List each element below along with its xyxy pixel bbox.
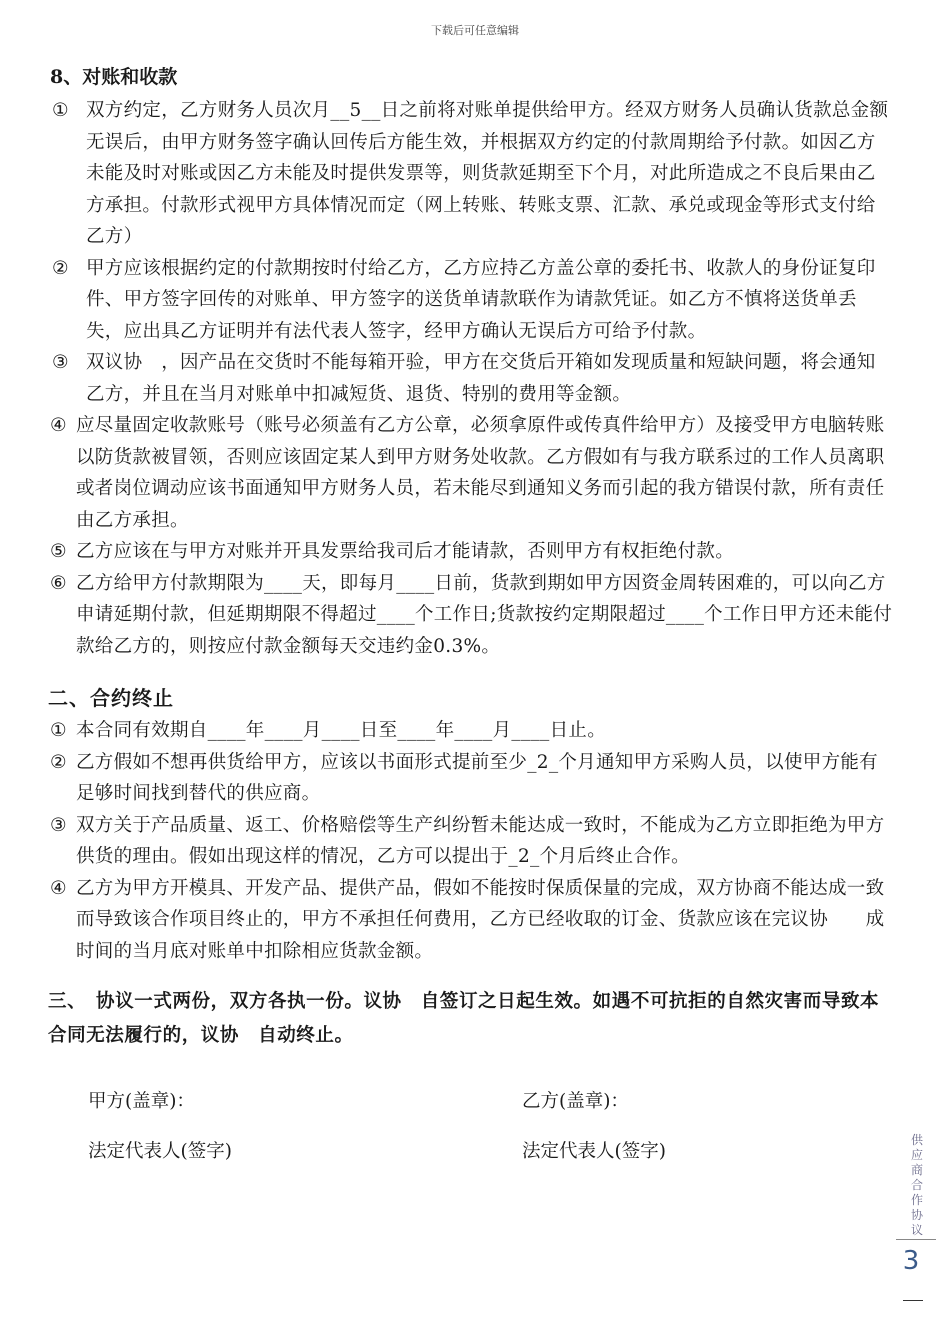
list-item — [48, 536, 893, 568]
list-item — [48, 873, 893, 968]
party-a-seal: 甲方(盖章)： — [88, 1091, 195, 1112]
item-text: 双方关于产品质量、返工、价格赔偿等生产纠纷暂未能达成一致时，不能成为乙方立即拒绝为甲方供货的理由。假如出现这样的情况，乙方可以提出于_2_个月后终止合作。 — [76, 814, 885, 867]
item-number: ⑤ — [50, 541, 67, 562]
seal-row — [48, 1073, 893, 1123]
document-body — [48, 62, 893, 1173]
sidebar-divider — [896, 1239, 936, 1240]
list-item — [48, 95, 893, 253]
list-item — [48, 347, 893, 410]
item-number: ③ — [52, 352, 69, 373]
party-b-representative: 法定代表人(签字) — [522, 1141, 666, 1162]
item-number: ② — [50, 751, 67, 773]
item-text: 乙方给甲方付款期限为____天，即每月____日前，货款到期如甲方因资金周转困难的，可以向乙方申请延期付款，但延期期限不得超过____个工作日;货款按约定期限超过____个工作日甲方还未能付款给乙方的，则按应付款金额每天交违约金0.3%。 — [76, 572, 893, 657]
item-number: ② — [52, 257, 69, 279]
item-text: 双议协 ，因产品在交货时不能每箱开验，甲方在交货后开箱如发现质量和短缺问题，将会通知乙方，并且在当月对账单中扣减短货、退货、特别的费用等金额。 — [86, 352, 876, 405]
section-2-title: 二、合约终止 — [48, 686, 174, 710]
item-number: ① — [52, 100, 69, 121]
item-text: 甲方应该根据约定的付款期按时付给乙方，乙方应持乙方盖公章的委托书、收款人的身份证复印件、甲方签字回传的对账单、甲方签字的送货单请款联作为请款凭证。如乙方不慎将送货单丢失，应出具乙方证明并有法代表人签字，经甲方确认无误后方可给予付款。 — [86, 257, 876, 342]
list-item — [48, 810, 893, 873]
party-a-representative: 法定代表人(签字) — [88, 1141, 232, 1162]
item-number: ⑥ — [50, 572, 67, 594]
representative-row — [48, 1123, 893, 1173]
item-text: 本合同有效期自____年____月____日至____年____月____日止。 — [76, 720, 607, 741]
sidebar-divider-bottom — [903, 1300, 923, 1301]
item-number: ① — [50, 720, 67, 741]
item-text: 乙方应该在与甲方对账并开具发票给我司后才能请款，否则甲方有权拒绝付款。 — [76, 541, 735, 562]
header-note: 下载后可任意编辑 — [431, 24, 519, 37]
party-b-seal: 乙方(盖章)： — [522, 1091, 629, 1112]
item-number: ③ — [50, 814, 67, 836]
item-text: 应尽量固定收款账号（账号必须盖有乙方公章，必须拿原件或传真件给甲方）及接受甲方电脑转账以防货款被冒领，否则应该固定某人到甲方财务处收款。乙方假如有与我方联系过的工作人员离职或者岗位调动应该书面通知甲方财务人员，若未能尽到通知义务而引起的我方错误付款，所有责任由乙方承担。 — [76, 415, 885, 531]
list-item — [48, 715, 893, 747]
item-number: ④ — [50, 415, 67, 436]
sidebar-doc-name: 供应商合作协议 — [910, 1133, 923, 1237]
item-text: 乙方假如不想再供货给甲方，应该以书面形式提前至少_2_个月通知甲方采购人员，以使甲方能有足够时间找到替代的供应商。 — [76, 751, 878, 804]
item-number: ④ — [50, 877, 67, 899]
list-item — [48, 747, 893, 810]
list-item — [48, 253, 893, 348]
section-3-text: 三、 协议一式两份，双方各执一份。议协 自签订之日起生效。如遇不可抗拒的自然灾害而导致本合同无法履行的，议协 自动终止。 — [48, 991, 880, 1046]
list-item — [48, 568, 893, 663]
page-number: 3 — [902, 1246, 920, 1276]
list-item — [48, 410, 893, 536]
item-text: 双方约定，乙方财务人员次月__5__日之前将对账单提供给甲方。经双方财务人员确认货款总金额无误后，由甲方财务签字确认回传后方能生效，并根据双方约定的付款周期给予付款。如因乙方未能及时对账或因乙方未能及时提供发票等，则货款延期至下个月，对此所造成之不良后果由乙方承担。付款形式视甲方具体情况而定（网上转账、转账支票、汇款、承兑或现金等形式支付给乙方） — [86, 100, 889, 247]
section-8-title: 8、对账和收款 — [50, 66, 178, 88]
item-text: 乙方为甲方开模具、开发产品、提供产品，假如不能按时保质保量的完成，双方协商不能达成一致而导致该合作项目终止的，甲方不承担任何费用，乙方已经收取的订金、货款应该在完议协 成时间的当月底对账单中扣除相应货款金额。 — [76, 877, 885, 962]
